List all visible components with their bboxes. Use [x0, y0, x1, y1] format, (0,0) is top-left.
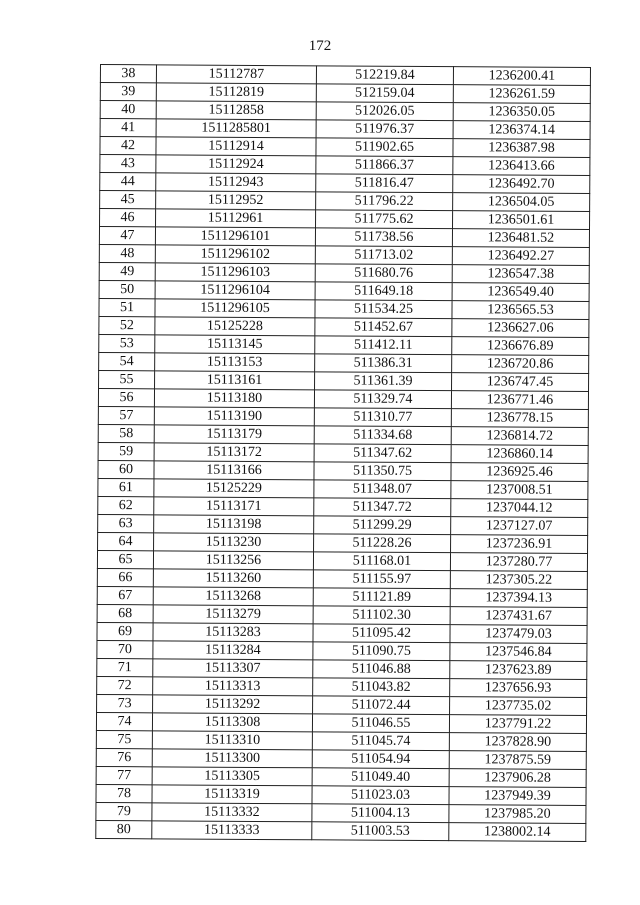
row-number-cell: 74 [96, 712, 152, 730]
y-coordinate-cell: 1237394.13 [450, 589, 587, 608]
y-coordinate-cell: 1237875.59 [449, 751, 586, 770]
row-number-cell: 38 [100, 65, 156, 83]
point-id-cell: 15113313 [153, 677, 313, 696]
x-coordinate-cell: 512159.04 [316, 84, 453, 103]
y-coordinate-cell: 1236747.45 [452, 373, 589, 392]
row-number-cell: 52 [99, 316, 155, 334]
y-coordinate-cell: 1237828.90 [449, 733, 586, 752]
y-coordinate-cell: 1236627.06 [452, 319, 589, 338]
y-coordinate-cell: 1236261.59 [453, 85, 590, 104]
point-id-cell: 1511296102 [155, 245, 315, 264]
point-id-cell: 1511296101 [155, 227, 315, 246]
y-coordinate-cell: 1236771.46 [451, 391, 588, 410]
x-coordinate-cell: 511334.68 [314, 426, 451, 445]
x-coordinate-cell: 511046.88 [313, 660, 450, 679]
point-id-cell: 15113172 [154, 443, 314, 462]
point-id-cell: 15113319 [152, 785, 312, 804]
x-coordinate-cell: 511310.77 [314, 408, 451, 427]
point-id-cell: 1511296105 [155, 299, 315, 318]
point-id-cell: 1511296103 [155, 263, 315, 282]
y-coordinate-cell: 1237949.39 [449, 787, 586, 806]
y-coordinate-cell: 1236481.52 [452, 229, 589, 248]
x-coordinate-cell: 511121.89 [313, 588, 450, 607]
x-coordinate-cell: 511043.82 [313, 678, 450, 697]
x-coordinate-cell: 511412.11 [315, 336, 452, 355]
y-coordinate-cell: 1237906.28 [449, 769, 586, 788]
x-coordinate-cell: 511796.22 [316, 192, 453, 211]
point-id-cell: 15125229 [154, 479, 314, 498]
row-number-cell: 57 [98, 406, 154, 424]
x-coordinate-cell: 511866.37 [316, 156, 453, 175]
x-coordinate-cell: 511348.07 [314, 480, 451, 499]
y-coordinate-cell: 1238002.14 [449, 823, 586, 842]
row-number-cell: 42 [100, 137, 156, 155]
row-number-cell: 63 [98, 514, 154, 532]
y-coordinate-cell: 1236387.98 [453, 139, 590, 158]
row-number-cell: 47 [99, 227, 155, 245]
row-number-cell: 40 [100, 101, 156, 119]
point-id-cell: 15112819 [156, 83, 316, 102]
point-id-cell: 15113166 [154, 461, 314, 480]
point-id-cell: 15113310 [152, 731, 312, 750]
y-coordinate-cell: 1237305.22 [450, 571, 587, 590]
x-coordinate-cell: 511049.40 [312, 768, 449, 787]
y-coordinate-cell: 1236860.14 [451, 445, 588, 464]
y-coordinate-cell: 1236720.86 [452, 355, 589, 374]
row-number-cell: 62 [98, 496, 154, 514]
point-id-cell: 15112914 [156, 137, 316, 156]
point-id-cell: 15113300 [152, 749, 312, 768]
point-id-cell: 15113256 [153, 551, 313, 570]
row-number-cell: 77 [96, 766, 152, 784]
y-coordinate-cell: 1236200.41 [453, 67, 590, 86]
point-id-cell: 15113268 [153, 587, 313, 606]
row-number-cell: 53 [99, 334, 155, 352]
y-coordinate-cell: 1237479.03 [450, 625, 587, 644]
y-coordinate-cell: 1237791.22 [449, 715, 586, 734]
point-id-cell: 15113145 [155, 335, 315, 354]
y-coordinate-cell: 1236778.15 [451, 409, 588, 428]
point-id-cell: 15113190 [154, 407, 314, 426]
y-coordinate-cell: 1237656.93 [450, 679, 587, 698]
row-number-cell: 69 [97, 622, 153, 640]
row-number-cell: 43 [100, 155, 156, 173]
x-coordinate-cell: 511680.76 [315, 264, 452, 283]
point-id-cell: 15113161 [155, 371, 315, 390]
x-coordinate-cell: 511452.67 [315, 318, 452, 337]
point-id-cell: 15113284 [153, 641, 313, 660]
row-number-cell: 67 [97, 586, 153, 604]
row-number-cell: 50 [99, 280, 155, 298]
row-number-cell: 58 [98, 424, 154, 442]
row-number-cell: 55 [99, 370, 155, 388]
coordinates-table [95, 64, 591, 842]
point-id-cell: 15112924 [156, 155, 316, 174]
x-coordinate-cell: 511347.72 [314, 498, 451, 517]
row-number-cell: 64 [98, 532, 154, 550]
row-number-cell: 75 [96, 730, 152, 748]
x-coordinate-cell: 511155.97 [313, 570, 450, 589]
y-coordinate-cell: 1237735.02 [450, 697, 587, 716]
row-number-cell: 51 [99, 298, 155, 316]
point-id-cell: 15112787 [156, 65, 316, 84]
y-coordinate-cell: 1236413.66 [453, 157, 590, 176]
row-number-cell: 68 [97, 604, 153, 622]
row-number-cell: 54 [99, 352, 155, 370]
row-number-cell: 71 [97, 658, 153, 676]
y-coordinate-cell: 1237546.84 [450, 643, 587, 662]
y-coordinate-cell: 1236547.38 [452, 265, 589, 284]
y-coordinate-cell: 1236925.46 [451, 463, 588, 482]
row-number-cell: 46 [100, 209, 156, 227]
y-coordinate-cell: 1236504.05 [453, 193, 590, 212]
y-coordinate-cell: 1236374.14 [453, 121, 590, 140]
row-number-cell: 79 [96, 802, 152, 820]
x-coordinate-cell: 511003.53 [312, 822, 449, 841]
x-coordinate-cell: 511072.44 [313, 696, 450, 715]
x-coordinate-cell: 511347.62 [314, 444, 451, 463]
point-id-cell: 15113333 [152, 821, 312, 840]
y-coordinate-cell: 1237431.67 [450, 607, 587, 626]
y-coordinate-cell: 1237985.20 [449, 805, 586, 824]
point-id-cell: 15113307 [153, 659, 313, 678]
row-number-cell: 39 [100, 83, 156, 101]
x-coordinate-cell: 511054.94 [312, 750, 449, 769]
x-coordinate-cell: 511102.30 [313, 606, 450, 625]
x-coordinate-cell: 511023.03 [312, 786, 449, 805]
point-id-cell: 15112961 [156, 209, 316, 228]
x-coordinate-cell: 511299.29 [314, 516, 451, 535]
y-coordinate-cell: 1237236.91 [451, 535, 588, 554]
y-coordinate-cell: 1237127.07 [451, 517, 588, 536]
x-coordinate-cell: 511329.74 [314, 390, 451, 409]
x-coordinate-cell: 512219.84 [316, 66, 453, 85]
x-coordinate-cell: 511350.75 [314, 462, 451, 481]
point-id-cell: 15112858 [156, 101, 316, 120]
x-coordinate-cell: 511649.18 [315, 282, 452, 301]
point-id-cell: 15113171 [154, 497, 314, 516]
row-number-cell: 72 [97, 676, 153, 694]
row-number-cell: 45 [100, 191, 156, 209]
y-coordinate-cell: 1237623.89 [450, 661, 587, 680]
x-coordinate-cell: 511738.56 [315, 228, 452, 247]
point-id-cell: 15113283 [153, 623, 313, 642]
row-number-cell: 80 [96, 820, 152, 838]
row-number-cell: 59 [98, 442, 154, 460]
y-coordinate-cell: 1237044.12 [451, 499, 588, 518]
x-coordinate-cell: 511534.25 [315, 300, 452, 319]
row-number-cell: 48 [99, 244, 155, 262]
row-number-cell: 56 [98, 388, 154, 406]
row-number-cell: 41 [100, 119, 156, 137]
row-number-cell: 65 [97, 550, 153, 568]
point-id-cell: 15113198 [154, 515, 314, 534]
point-id-cell: 15113292 [153, 695, 313, 714]
x-coordinate-cell: 511386.31 [315, 354, 452, 373]
x-coordinate-cell: 511046.55 [312, 714, 449, 733]
point-id-cell: 15113305 [152, 767, 312, 786]
x-coordinate-cell: 511045.74 [312, 732, 449, 751]
point-id-cell: 1511285801 [156, 119, 316, 138]
row-number-cell: 70 [97, 640, 153, 658]
row-number-cell: 66 [97, 568, 153, 586]
point-id-cell: 15113332 [152, 803, 312, 822]
y-coordinate-cell: 1236501.61 [453, 211, 590, 230]
point-id-cell: 15113260 [153, 569, 313, 588]
y-coordinate-cell: 1236565.53 [452, 301, 589, 320]
x-coordinate-cell: 511976.37 [316, 120, 453, 139]
point-id-cell: 15125228 [155, 317, 315, 336]
x-coordinate-cell: 511228.26 [314, 534, 451, 553]
point-id-cell: 15113179 [154, 425, 314, 444]
point-id-cell: 15112952 [156, 191, 316, 210]
row-number-cell: 61 [98, 478, 154, 496]
x-coordinate-cell: 511775.62 [316, 210, 453, 229]
point-id-cell: 15113279 [153, 605, 313, 624]
row-number-cell: 49 [99, 262, 155, 280]
x-coordinate-cell: 511095.42 [313, 624, 450, 643]
row-number-cell: 44 [100, 173, 156, 191]
y-coordinate-cell: 1237280.77 [450, 553, 587, 572]
x-coordinate-cell: 511090.75 [313, 642, 450, 661]
page-number: 172 [308, 38, 332, 54]
x-coordinate-cell: 511004.13 [312, 804, 449, 823]
y-coordinate-cell: 1236350.05 [453, 103, 590, 122]
x-coordinate-cell: 511713.02 [315, 246, 452, 265]
point-id-cell: 15113308 [152, 713, 312, 732]
row-number-cell: 76 [96, 748, 152, 766]
y-coordinate-cell: 1236492.70 [453, 175, 590, 194]
point-id-cell: 15112943 [156, 173, 316, 192]
row-number-cell: 73 [97, 694, 153, 712]
y-coordinate-cell: 1236676.89 [452, 337, 589, 356]
point-id-cell: 15113153 [155, 353, 315, 372]
x-coordinate-cell: 511361.39 [315, 372, 452, 391]
x-coordinate-cell: 511816.47 [316, 174, 453, 193]
row-number-cell: 78 [96, 784, 152, 802]
point-id-cell: 15113180 [154, 389, 314, 408]
point-id-cell: 1511296104 [155, 281, 315, 300]
x-coordinate-cell: 511902.65 [316, 138, 453, 157]
y-coordinate-cell: 1236814.72 [451, 427, 588, 446]
y-coordinate-cell: 1236492.27 [452, 247, 589, 266]
y-coordinate-cell: 1237008.51 [451, 481, 588, 500]
point-id-cell: 15113230 [154, 533, 314, 552]
table-row [96, 820, 586, 841]
x-coordinate-cell: 512026.05 [316, 102, 453, 121]
coordinates-table-body [96, 65, 591, 842]
y-coordinate-cell: 1236549.40 [452, 283, 589, 302]
row-number-cell: 60 [98, 460, 154, 478]
x-coordinate-cell: 511168.01 [313, 552, 450, 571]
